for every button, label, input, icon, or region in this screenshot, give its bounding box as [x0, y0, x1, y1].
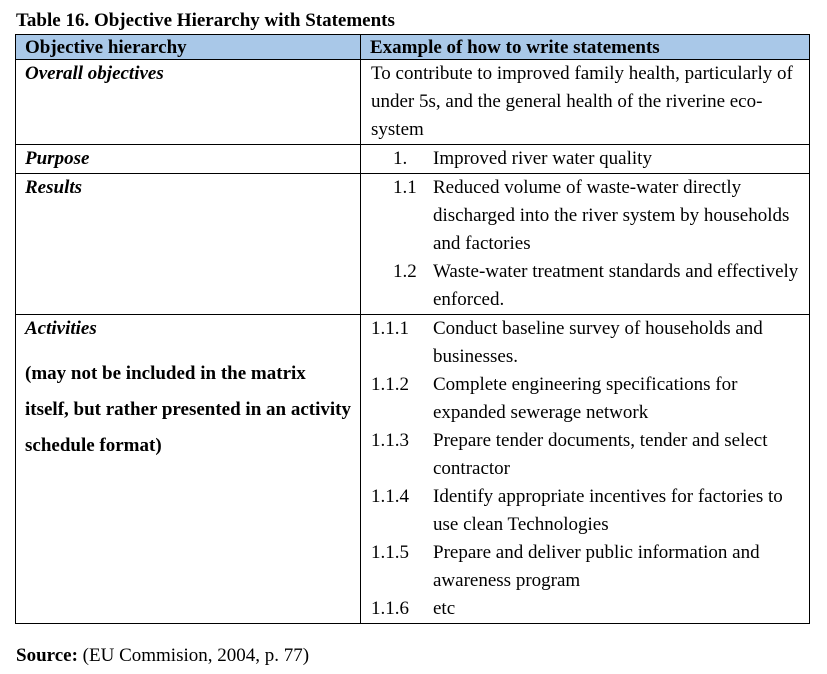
table-row-purpose	[16, 145, 810, 174]
source-label: Source:	[16, 645, 78, 666]
item-text: Improved river water quality	[433, 148, 652, 169]
item-number: 1.1.2	[371, 374, 409, 395]
item-number: 1.	[393, 148, 408, 169]
item-text: Reduced volume of waste-water directly discharged into the river system by households and factories	[433, 177, 790, 254]
row-label-results: Results	[16, 174, 361, 315]
list-item	[371, 539, 801, 595]
item-text: Waste-water treatment standards and effectively enforced.	[433, 261, 799, 310]
source-citation	[16, 644, 309, 668]
row-label-overall: Overall objectives	[16, 60, 361, 145]
item-text: Complete engineering specifications for expanded sewerage network	[433, 374, 738, 423]
item-number: 1.1.4	[371, 486, 409, 507]
header-objective-hierarchy: Objective hierarchy	[16, 35, 361, 60]
item-number: 1.1	[393, 177, 417, 198]
item-number: 1.2	[393, 261, 417, 282]
list-item	[371, 145, 801, 173]
item-text: Identify appropriate incentives for factories to use clean Technologies	[433, 486, 783, 535]
item-text: Conduct baseline survey of households and businesses.	[433, 318, 763, 367]
list-item	[371, 595, 801, 623]
results-statements	[361, 174, 810, 315]
list-item	[371, 315, 801, 371]
source-text: (EU Commision, 2004, p. 77)	[77, 645, 310, 666]
item-number: 1.1.5	[371, 542, 409, 563]
item-number: 1.1.1	[371, 318, 409, 339]
item-number: 1.1.3	[371, 430, 409, 451]
overall-statement: To contribute to improved family health, particularly of under 5s, and the general health of the riverine eco-system	[361, 60, 810, 145]
header-statements: Example of how to write statements	[361, 35, 810, 60]
item-number: 1.1.6	[371, 598, 409, 619]
activities-statements	[361, 315, 810, 624]
table-row-overall	[16, 60, 810, 145]
item-text: Prepare and deliver public information and awareness program	[433, 542, 760, 591]
list-item	[371, 174, 801, 258]
objective-hierarchy-table	[15, 34, 810, 624]
list-item	[371, 427, 801, 483]
list-item	[371, 258, 801, 314]
item-text: Prepare tender documents, tender and select contractor	[433, 430, 768, 479]
table-caption: Table 16. Objective Hierarchy with Statements	[16, 10, 395, 31]
list-item	[371, 483, 801, 539]
activities-label: Activities	[25, 318, 97, 339]
table-header-row	[16, 35, 810, 60]
row-label-purpose: Purpose	[16, 145, 361, 174]
purpose-statement	[361, 145, 810, 174]
activities-note: (may not be included in the matrix itself, but rather presented in an activity schedule format)	[25, 363, 351, 456]
item-text: etc	[433, 598, 456, 619]
table-row-activities	[16, 315, 810, 624]
row-label-activities	[16, 315, 361, 624]
list-item	[371, 371, 801, 427]
table-row-results	[16, 174, 810, 315]
